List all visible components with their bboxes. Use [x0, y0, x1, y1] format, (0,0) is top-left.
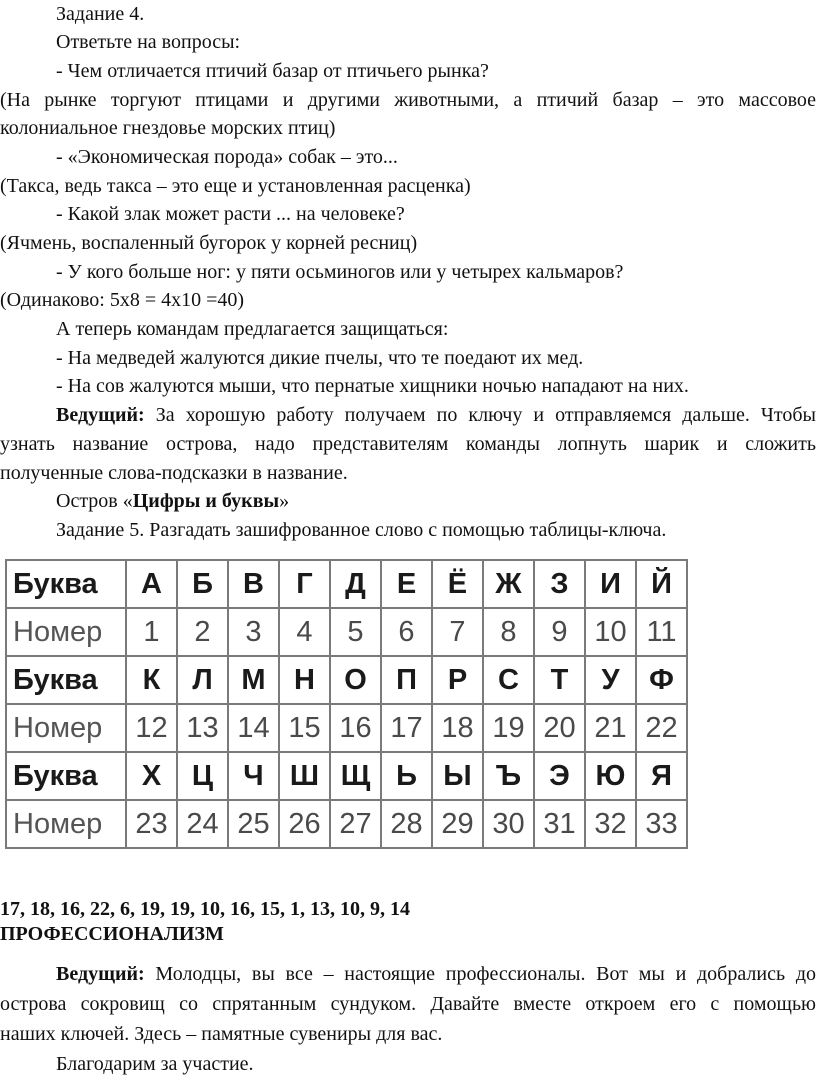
number-cell: 28: [381, 800, 432, 848]
host-text-1: За хорошую работу получаем по ключу и отправляемся дальше. Чтобы: [155, 404, 816, 426]
table-row-numbers: [6, 800, 687, 848]
number-cell: 7: [432, 608, 483, 656]
letter-cell: Щ: [330, 752, 381, 800]
host-paragraph-2-line-2: острова сокровищ со спрятанным сундуком. Давайте вместе откроем его с помощью: [0, 993, 816, 1015]
table-row-letters: [6, 656, 687, 704]
island-suffix: »: [279, 490, 290, 512]
answer-1-line-2: колониальное гнездовье морских птиц): [0, 117, 336, 139]
defense-2: - На сов жалуются мыши, что пернатые хищники ночью нападают на них.: [56, 375, 689, 397]
host-paragraph-1-line-3: полученные слова-подсказки в название.: [0, 462, 348, 484]
table-row-letters: [6, 752, 687, 800]
answer-3: (Ячмень, воспаленный бугорок у корней ресниц): [0, 232, 418, 254]
question-4: - У кого больше ног: у пяти осьминогов или у четырех кальмаров?: [56, 261, 624, 283]
letter-cell: Л: [177, 656, 228, 704]
letter-cell: Е: [381, 560, 432, 608]
letter-cell: Ж: [483, 560, 534, 608]
letter-cell: Ч: [228, 752, 279, 800]
answer-4: (Одинаково: 5х8 = 4х10 =40): [0, 289, 245, 311]
row-header: Буква: [6, 656, 126, 704]
question-2: - «Экономическая порода» собак – это...: [56, 146, 398, 168]
answer-2: (Такса, ведь такса – это еще и установленная расценка): [0, 175, 471, 197]
row-header: Номер: [6, 704, 126, 752]
number-cell: 33: [636, 800, 687, 848]
defense-1: - На медведей жалуются дикие пчелы, что те поедают их мед.: [56, 347, 584, 369]
number-cell: 14: [228, 704, 279, 752]
island-prefix: Остров «: [56, 490, 133, 512]
host-paragraph-1-line-1: [56, 401, 816, 429]
number-cell: 13: [177, 704, 228, 752]
island-name: Цифры и буквы: [132, 490, 280, 512]
letter-cell: З: [534, 560, 585, 608]
host-paragraph-1-line-2: узнать название острова, надо представителям команды лопнуть шарик и сложить: [0, 433, 816, 455]
number-cell: 9: [534, 608, 585, 656]
letter-cell: Р: [432, 656, 483, 704]
letter-cell: Ш: [279, 752, 330, 800]
number-cell: 20: [534, 704, 585, 752]
letter-cell: Н: [279, 656, 330, 704]
letter-cell: Г: [279, 560, 330, 608]
number-cell: 27: [330, 800, 381, 848]
host-label: Ведущий:: [56, 404, 145, 426]
number-cell: 32: [585, 800, 636, 848]
letter-cell: Б: [177, 560, 228, 608]
number-cell: 5: [330, 608, 381, 656]
host-text-2: Молодцы, вы все – настоящие профессионалы. Вот мы и добрались до: [155, 963, 816, 985]
number-cell: 19: [483, 704, 534, 752]
number-cell: 15: [279, 704, 330, 752]
row-header: Буква: [6, 560, 126, 608]
letter-cell: У: [585, 656, 636, 704]
letter-cell: Ё: [432, 560, 483, 608]
number-cell: 26: [279, 800, 330, 848]
host-label-2: Ведущий:: [56, 963, 145, 985]
number-cell: 30: [483, 800, 534, 848]
letter-cell: Ь: [381, 752, 432, 800]
question-3: - Какой злак может расти ... на человеке?: [56, 203, 405, 225]
host-paragraph-2-line-1: [56, 960, 816, 988]
letter-cell: В: [228, 560, 279, 608]
number-cell: 22: [636, 704, 687, 752]
number-cell: 24: [177, 800, 228, 848]
host-paragraph-2-line-3: наших ключей. Здесь – памятные сувениры для вас.: [0, 1023, 443, 1045]
number-cell: 23: [126, 800, 177, 848]
row-header: Буква: [6, 752, 126, 800]
letter-cell: Ъ: [483, 752, 534, 800]
answer-1-line-1: (На рынке торгуют птицами и другими животными, а птичий базар – это массовое: [0, 89, 816, 111]
letter-cell: Ц: [177, 752, 228, 800]
letter-cell: Х: [126, 752, 177, 800]
number-cell: 16: [330, 704, 381, 752]
number-cell: 21: [585, 704, 636, 752]
number-cell: 1: [126, 608, 177, 656]
letter-cell: Я: [636, 752, 687, 800]
table-row-letters: [6, 560, 687, 608]
number-cell: 18: [432, 704, 483, 752]
task4-title: Задание 4.: [56, 3, 145, 25]
letter-cell: А: [126, 560, 177, 608]
letter-cell: К: [126, 656, 177, 704]
table-row-numbers: [6, 704, 687, 752]
number-cell: 10: [585, 608, 636, 656]
cipher-key-table: [5, 559, 688, 849]
task5-title: Задание 5. Разгадать зашифрованное слово с помощью таблицы-ключа.: [56, 519, 667, 541]
task4-prompt: Ответьте на вопросы:: [56, 31, 241, 53]
number-cell: 8: [483, 608, 534, 656]
number-cell: 2: [177, 608, 228, 656]
row-header: Номер: [6, 608, 126, 656]
letter-cell: И: [585, 560, 636, 608]
letter-cell: С: [483, 656, 534, 704]
defense-intro: А теперь командам предлагается защищаться:: [56, 318, 449, 340]
letter-cell: Э: [534, 752, 585, 800]
letter-cell: Д: [330, 560, 381, 608]
code-sequence: 17, 18, 16, 22, 6, 19, 19, 10, 16, 15, 1, 13, 10, 9, 14: [0, 898, 410, 920]
island-title: [56, 487, 816, 515]
row-header: Номер: [6, 800, 126, 848]
number-cell: 31: [534, 800, 585, 848]
number-cell: 29: [432, 800, 483, 848]
table-row-numbers: [6, 608, 687, 656]
letter-cell: Ф: [636, 656, 687, 704]
letter-cell: Ю: [585, 752, 636, 800]
letter-cell: П: [381, 656, 432, 704]
letter-cell: Ы: [432, 752, 483, 800]
number-cell: 3: [228, 608, 279, 656]
number-cell: 6: [381, 608, 432, 656]
number-cell: 12: [126, 704, 177, 752]
number-cell: 17: [381, 704, 432, 752]
answer-word: ПРОФЕССИОНАЛИЗМ: [0, 923, 224, 945]
number-cell: 25: [228, 800, 279, 848]
number-cell: 4: [279, 608, 330, 656]
thanks-line: Благодарим за участие.: [56, 1053, 254, 1075]
letter-cell: Т: [534, 656, 585, 704]
letter-cell: О: [330, 656, 381, 704]
question-1: - Чем отличается птичий базар от птичьего рынка?: [56, 60, 489, 82]
number-cell: 11: [636, 608, 687, 656]
letter-cell: Й: [636, 560, 687, 608]
letter-cell: М: [228, 656, 279, 704]
